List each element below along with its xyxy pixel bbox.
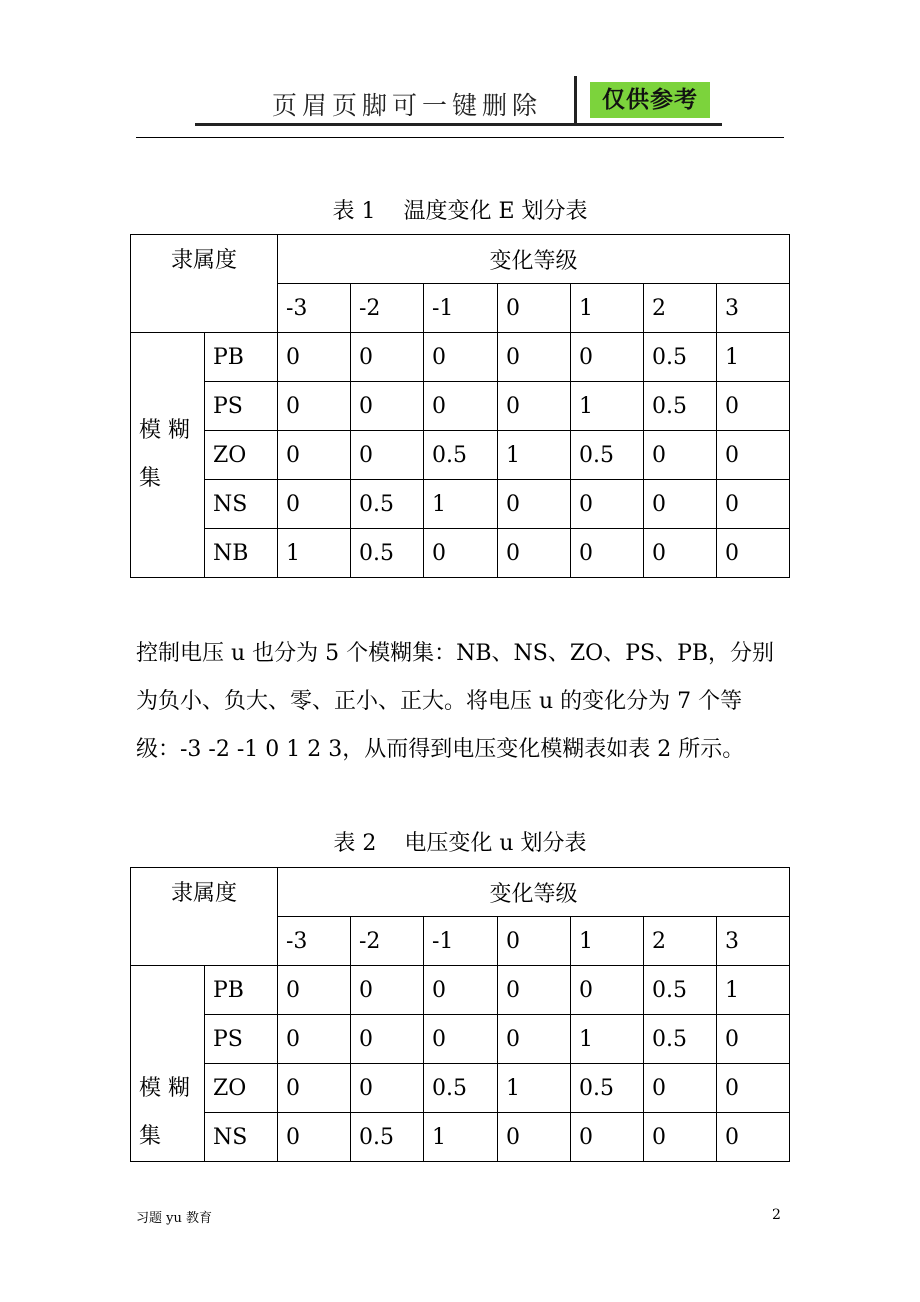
table-cell: 0	[498, 480, 571, 529]
table1-level: 2	[644, 284, 717, 333]
table1-level: 3	[717, 284, 790, 333]
table2-caption	[0, 829, 920, 859]
table1-level: 0	[498, 284, 571, 333]
table-cell: 1	[571, 382, 644, 431]
table-cell: 0.5	[644, 966, 717, 1015]
table1-set-label: 模 糊 集	[131, 333, 205, 578]
table-cell: 0	[278, 480, 351, 529]
table-cell: 0	[351, 1015, 424, 1064]
table-cell: 0	[498, 382, 571, 431]
table-cell: 0	[717, 480, 790, 529]
table-cell: 0	[644, 480, 717, 529]
table-cell: 0.5	[571, 1064, 644, 1113]
table-cell: 0	[498, 1113, 571, 1162]
table-cell: 0.5	[351, 480, 424, 529]
table-cell: 0	[278, 1113, 351, 1162]
table-cell: 0	[424, 966, 498, 1015]
table-cell: 0	[351, 966, 424, 1015]
table1-caption-title: 温度变化 E 划分表	[403, 199, 588, 224]
row-label: ZO	[205, 431, 278, 480]
table-cell: 0	[278, 382, 351, 431]
footer-source: 习题 yu 教育	[136, 1211, 212, 1226]
table-row	[131, 431, 790, 480]
row-label: NS	[205, 1113, 278, 1162]
table-row	[131, 1064, 790, 1113]
header-divider	[574, 76, 577, 123]
table-row	[131, 333, 790, 382]
table-cell: 0	[498, 1015, 571, 1064]
table-cell: 0	[717, 1113, 790, 1162]
table-cell: 1	[424, 1113, 498, 1162]
table-cell: 0.5	[424, 1064, 498, 1113]
table2-group-header: 变化等级	[278, 868, 790, 917]
table2-level: 0	[498, 917, 571, 966]
table-cell: 1	[571, 1015, 644, 1064]
table-cell: 0	[351, 1064, 424, 1113]
row-label: PB	[205, 966, 278, 1015]
table-row	[131, 480, 790, 529]
table1-corner-header: 隶属度	[131, 235, 278, 333]
table-cell: 0	[571, 333, 644, 382]
table-row	[131, 1015, 790, 1064]
table-cell: 1	[498, 1064, 571, 1113]
header-rule	[136, 137, 784, 138]
table-cell: 0	[424, 333, 498, 382]
table-cell: 0	[498, 966, 571, 1015]
header-text: 页眉页脚可一键删除	[272, 91, 543, 120]
table2-level: 3	[717, 917, 790, 966]
table-cell: 0.5	[424, 431, 498, 480]
table-cell: 1	[498, 431, 571, 480]
table-cell: 0	[644, 529, 717, 578]
table1-level: -2	[351, 284, 424, 333]
row-label: NS	[205, 480, 278, 529]
table-cell: 0	[351, 333, 424, 382]
page-number: 2	[772, 1207, 781, 1223]
header-underline	[195, 123, 722, 126]
table-cell: 0.5	[644, 1015, 717, 1064]
page-header	[0, 0, 920, 140]
table-cell: 0	[424, 1015, 498, 1064]
table1-group-header: 变化等级	[278, 235, 790, 284]
table-cell: 0	[351, 382, 424, 431]
table-cell: 0	[498, 333, 571, 382]
table1-level: -3	[278, 284, 351, 333]
table-cell: 0	[278, 1064, 351, 1113]
table2-corner-header: 隶属度	[131, 868, 278, 966]
table-cell: 0	[644, 1113, 717, 1162]
table2-level: 2	[644, 917, 717, 966]
table2-caption-number: 表 2	[333, 831, 377, 856]
row-label: PS	[205, 382, 278, 431]
table-cell: 1	[717, 333, 790, 382]
table-cell: 0	[571, 1113, 644, 1162]
table-row	[131, 966, 790, 1015]
body-paragraph: 控制电压 u 也分为 5 个模糊集：NB、NS、ZO、PS、PB，分别为负小、负大、零、正小、正大。将电压 u 的变化分为 7 个等级：-3 -2 -1 0 1 2 3，从而得到电压变化模糊表如表 2 所示。	[136, 641, 775, 762]
row-label: PB	[205, 333, 278, 382]
table2-level: -1	[424, 917, 498, 966]
table1-level: 1	[571, 284, 644, 333]
table2-level: -2	[351, 917, 424, 966]
table2-level: 1	[571, 917, 644, 966]
table-cell: 1	[424, 480, 498, 529]
table-cell: 0.5	[351, 1113, 424, 1162]
table-row	[131, 382, 790, 431]
table-cell: 0	[498, 529, 571, 578]
table-cell: 0	[717, 1064, 790, 1113]
table-cell: 0	[278, 431, 351, 480]
table-cell: 1	[278, 529, 351, 578]
table-cell: 0.5	[571, 431, 644, 480]
table-cell: 0	[351, 431, 424, 480]
reference-only-badge: 仅供参考	[590, 82, 710, 118]
table-cell: 0	[424, 382, 498, 431]
table-cell: 1	[717, 966, 790, 1015]
table2-caption-title: 电压变化 u 划分表	[404, 831, 587, 856]
table-cell: 0.5	[351, 529, 424, 578]
table1-caption-number: 表 1	[332, 199, 376, 224]
table-cell: 0	[571, 966, 644, 1015]
table2-level: -3	[278, 917, 351, 966]
row-label: ZO	[205, 1064, 278, 1113]
table-cell: 0	[717, 1015, 790, 1064]
table2	[130, 867, 790, 1162]
table-cell: 0	[717, 382, 790, 431]
table-cell: 0	[571, 480, 644, 529]
table-cell: 0	[717, 431, 790, 480]
table2-set-label: 模 糊 集	[131, 966, 205, 1162]
table-cell: 0	[644, 431, 717, 480]
table-cell: 0	[278, 966, 351, 1015]
table-cell: 0.5	[644, 333, 717, 382]
table-cell: 0	[717, 529, 790, 578]
table-row	[131, 529, 790, 578]
table1	[130, 234, 790, 578]
table-cell: 0.5	[644, 382, 717, 431]
table-row	[131, 1113, 790, 1162]
table-cell: 0	[571, 529, 644, 578]
row-label: NB	[205, 529, 278, 578]
table-cell: 0	[278, 333, 351, 382]
table-cell: 0	[424, 529, 498, 578]
table1-caption	[0, 197, 920, 227]
table1-level: -1	[424, 284, 498, 333]
table-cell: 0	[644, 1064, 717, 1113]
table-cell: 0	[278, 1015, 351, 1064]
row-label: PS	[205, 1015, 278, 1064]
